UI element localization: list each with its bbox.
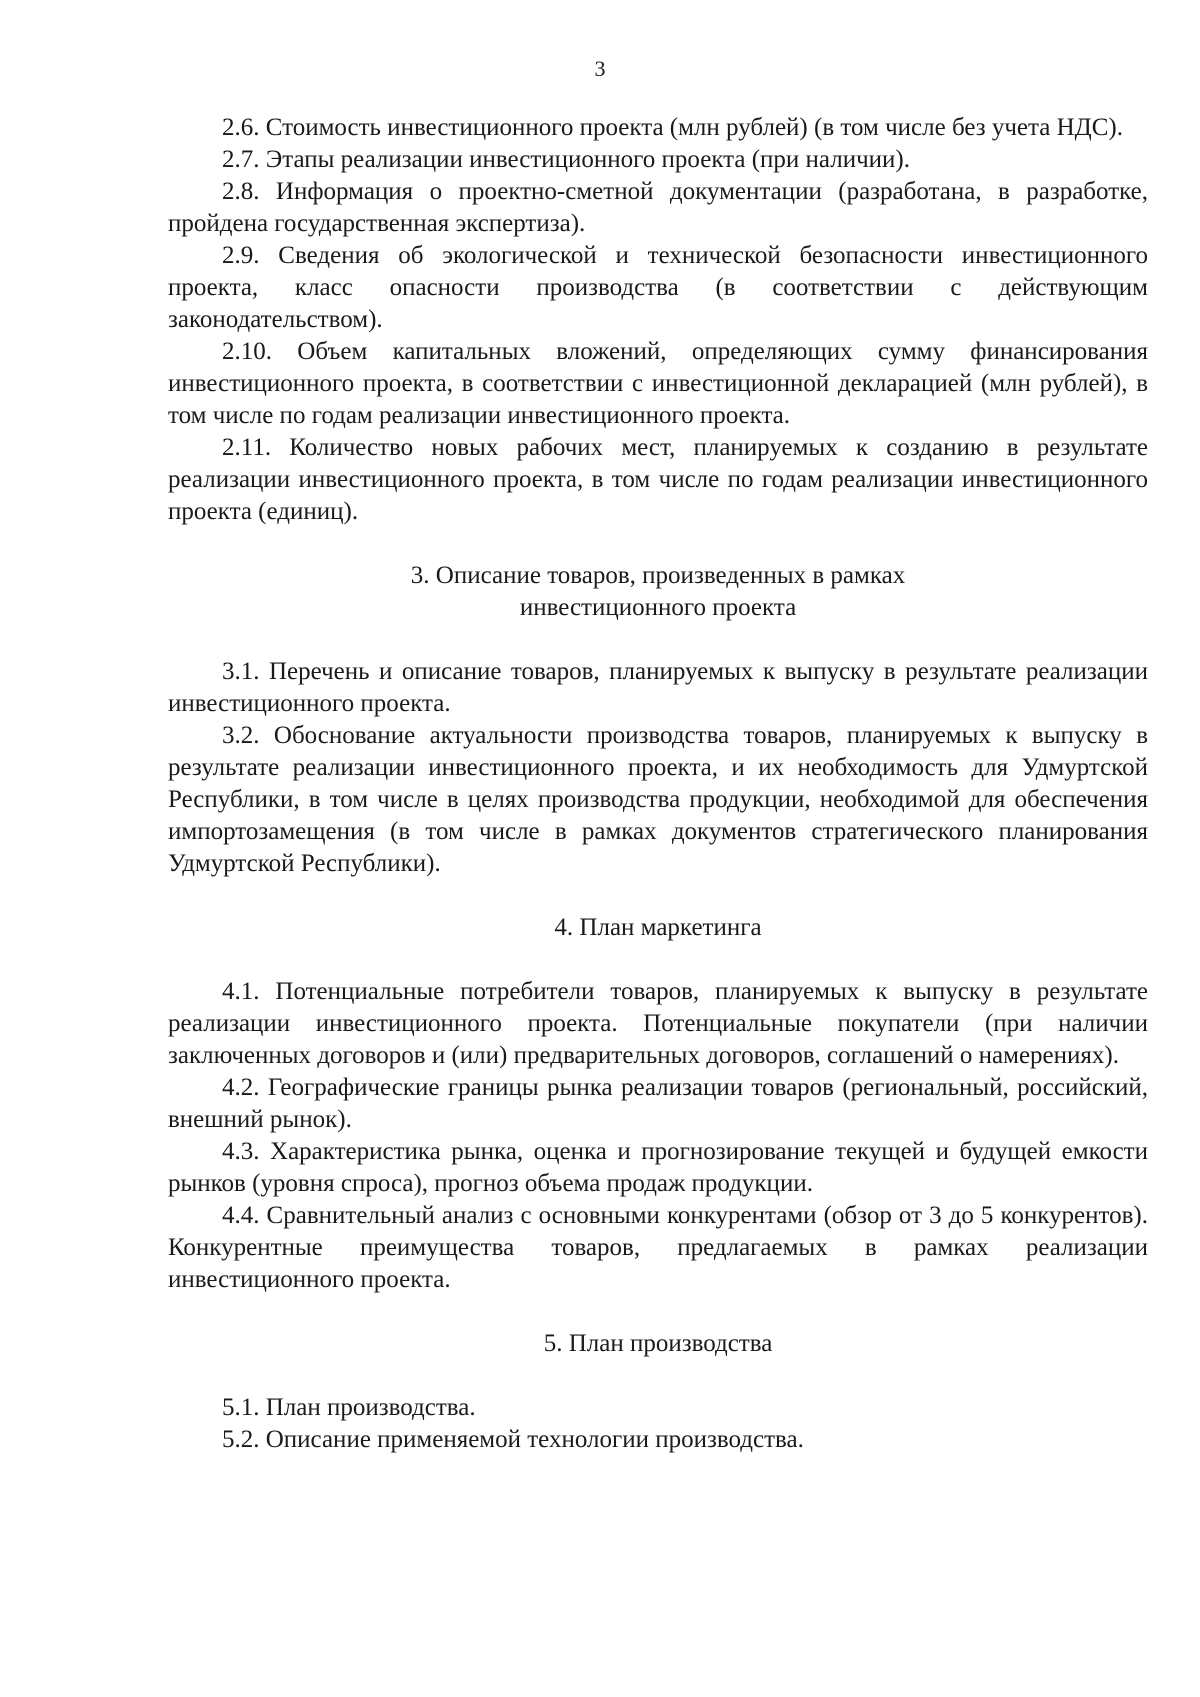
paragraph-4-4: 4.4. Сравнительный анализ с основными конкурентами (обзор от 3 до 5 конкурентов). Конкурентные преимущества товаров, предлагаемых в рамках реализации инвестиционного проекта.: [168, 1202, 1148, 1293]
paragraph-2-10: 2.10. Объем капитальных вложений, определяющих сумму финансирования инвестиционного проекта, в соответствии с инвестиционной декларацией (млн рублей), в том числе по годам реализации инвестиционного проекта.: [168, 338, 1148, 429]
section-heading-3-line-2: инвестиционного проекта: [519, 594, 797, 621]
paragraph-5-1: 5.1. План производства.: [222, 1394, 476, 1421]
section-heading-4-line-1: 4. План маркетинга: [554, 914, 762, 941]
page-number: 3: [594, 56, 606, 81]
paragraph-3-1: 3.1. Перечень и описание товаров, планируемых к выпуску в результате реализации инвестиционного проекта.: [168, 658, 1148, 717]
section-heading-3: [168, 560, 1148, 624]
section-heading-3-line-1: 3. Описание товаров, произведенных в рамках: [410, 562, 906, 589]
paragraph-2-9: 2.9. Сведения об экологической и технической безопасности инвестиционного проекта, класс опасности производства (в соответствии с действующим законодательством).: [168, 242, 1148, 333]
paragraph-4-2: 4.2. Географические границы рынка реализации товаров (региональный, российский, внешний рынок).: [168, 1074, 1148, 1133]
paragraph-4-1: 4.1. Потенциальные потребители товаров, планируемых к выпуску в результате реализации инвестиционного проекта. Потенциальные покупатели (при наличии заключенных договоров и (или) предварительных договоров, соглашений о намерениях).: [168, 978, 1148, 1069]
paragraph-2-7: 2.7. Этапы реализации инвестиционного проекта (при наличии).: [222, 146, 911, 173]
section-heading-5-line-1: 5. План производства: [543, 1330, 773, 1357]
section-heading-5: [168, 1328, 1148, 1360]
paragraph-2-6: 2.6. Стоимость инвестиционного проекта (млн рублей) (в том числе без учета НДС).: [222, 114, 1123, 141]
paragraph-2-8: 2.8. Информация о проектно-сметной документации (разработана, в разработке, пройдена государственная экспертиза).: [168, 178, 1148, 237]
paragraph-2-11: 2.11. Количество новых рабочих мест, планируемых к созданию в результате реализации инвестиционного проекта, в том числе по годам реализации инвестиционного проекта (единиц).: [168, 434, 1148, 525]
section-heading-4: [168, 912, 1148, 944]
paragraph-3-2: 3.2. Обоснование актуальности производства товаров, планируемых к выпуску в результате реализации инвестиционного проекта, и их необходимость для Удмуртской Республики, в том числе в целях производства продукции, необходимой для обеспечения импортозамещения (в том числе в рамках документов стратегического планирования Удмуртской Республики).: [168, 722, 1148, 877]
document-body: [168, 112, 1148, 1456]
paragraph-5-2: 5.2. Описание применяемой технологии производства.: [222, 1426, 804, 1453]
paragraph-4-3: 4.3. Характеристика рынка, оценка и прогнозирование текущей и будущей емкости рынков (уровня спроса), прогноз объема продаж продукции.: [168, 1138, 1148, 1197]
